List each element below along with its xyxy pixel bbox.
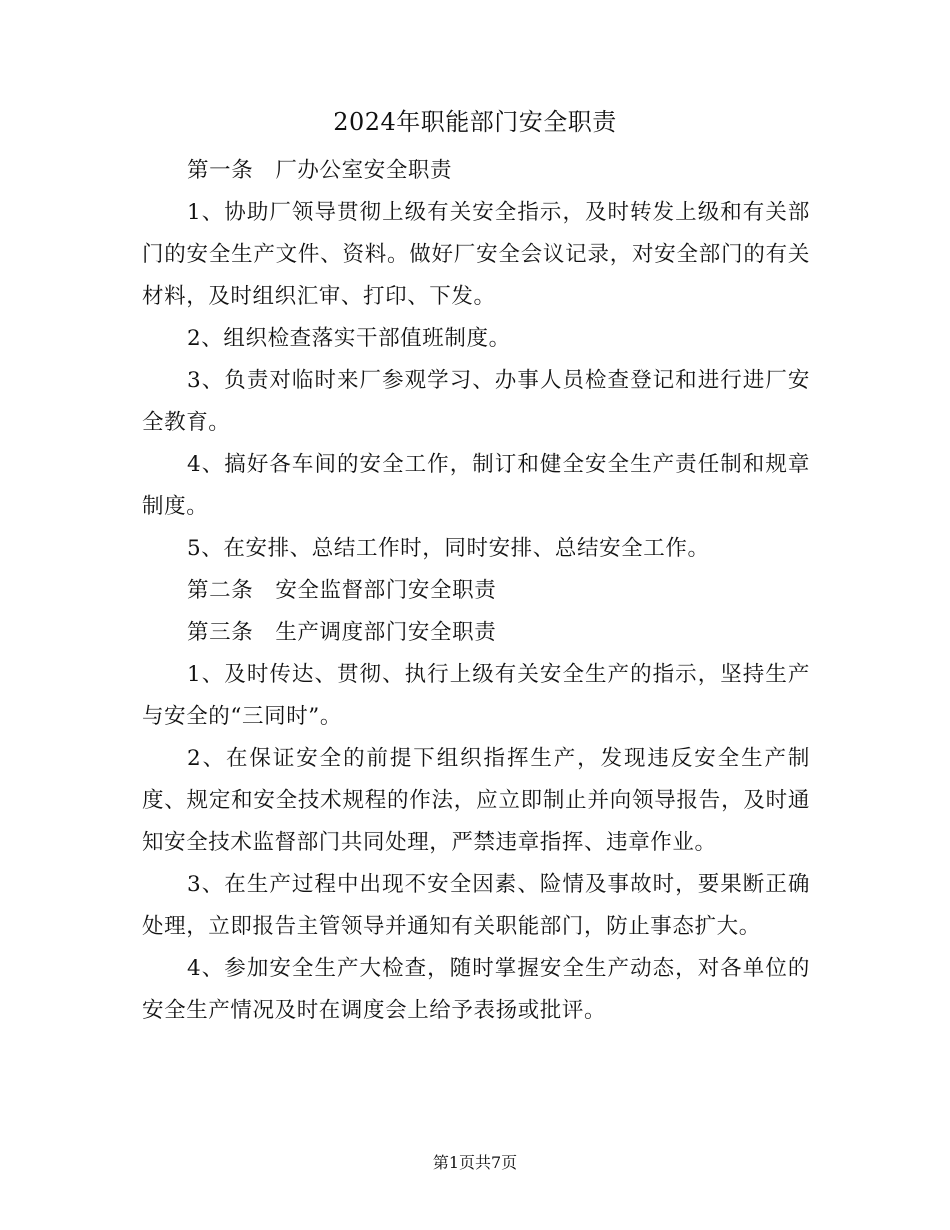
article-heading-2 — [142, 570, 810, 612]
article-heading-1 — [142, 150, 810, 192]
article-number: 第一条 — [187, 158, 254, 183]
paragraph: 5、在安排、总结工作时，同时安排、总结安全工作。 — [187, 536, 710, 561]
article-heading-3 — [142, 612, 810, 654]
page-footer: 第1页共7页 — [432, 1153, 518, 1172]
article-label: 厂办公室安全职责 — [275, 158, 453, 183]
article-label: 生产调度部门安全职责 — [275, 620, 497, 645]
article-number: 第三条 — [187, 620, 254, 645]
article-label: 安全监督部门安全职责 — [275, 578, 497, 603]
paragraph: 2、组织检查落实干部值班制度。 — [187, 326, 511, 351]
paragraph: 1、协助厂领导贯彻上级有关安全指示，及时转发上级和有关部门的安全生产文件、资料。做好厂安全会议记录，对安全部门的有关材料，及时组织汇审、打印、下发。 — [142, 200, 810, 309]
paragraph: 2、在保证安全的前提下组织指挥生产，发现违反安全生产制度、规定和安全技术规程的作法，应立即制止并向领导报告，及时通知安全技术监督部门共同处理，严禁违章指挥、违章作业。 — [142, 746, 810, 855]
paragraph: 4、搞好各车间的安全工作，制订和健全安全生产责任制和规章制度。 — [142, 452, 810, 519]
paragraph: 1、及时传达、贯彻、执行上级有关安全生产的指示，坚持生产与安全的“三同时”。 — [142, 662, 810, 729]
paragraph: 4、参加安全生产大检查，随时掌握安全生产动态，对各单位的安全生产情况及时在调度会上给予表扬或批评。 — [142, 956, 810, 1023]
paragraph: 3、在生产过程中出现不安全因素、险情及事故时，要果断正确处理，立即报告主管领导并通知有关职能部门，防止事态扩大。 — [142, 872, 810, 939]
paragraph: 3、负责对临时来厂参观学习、办事人员检查登记和进行进厂安全教育。 — [142, 368, 810, 435]
article-number: 第二条 — [187, 578, 254, 603]
document-title: 2024年职能部门安全职责 — [333, 108, 617, 136]
document-body — [142, 150, 810, 1032]
